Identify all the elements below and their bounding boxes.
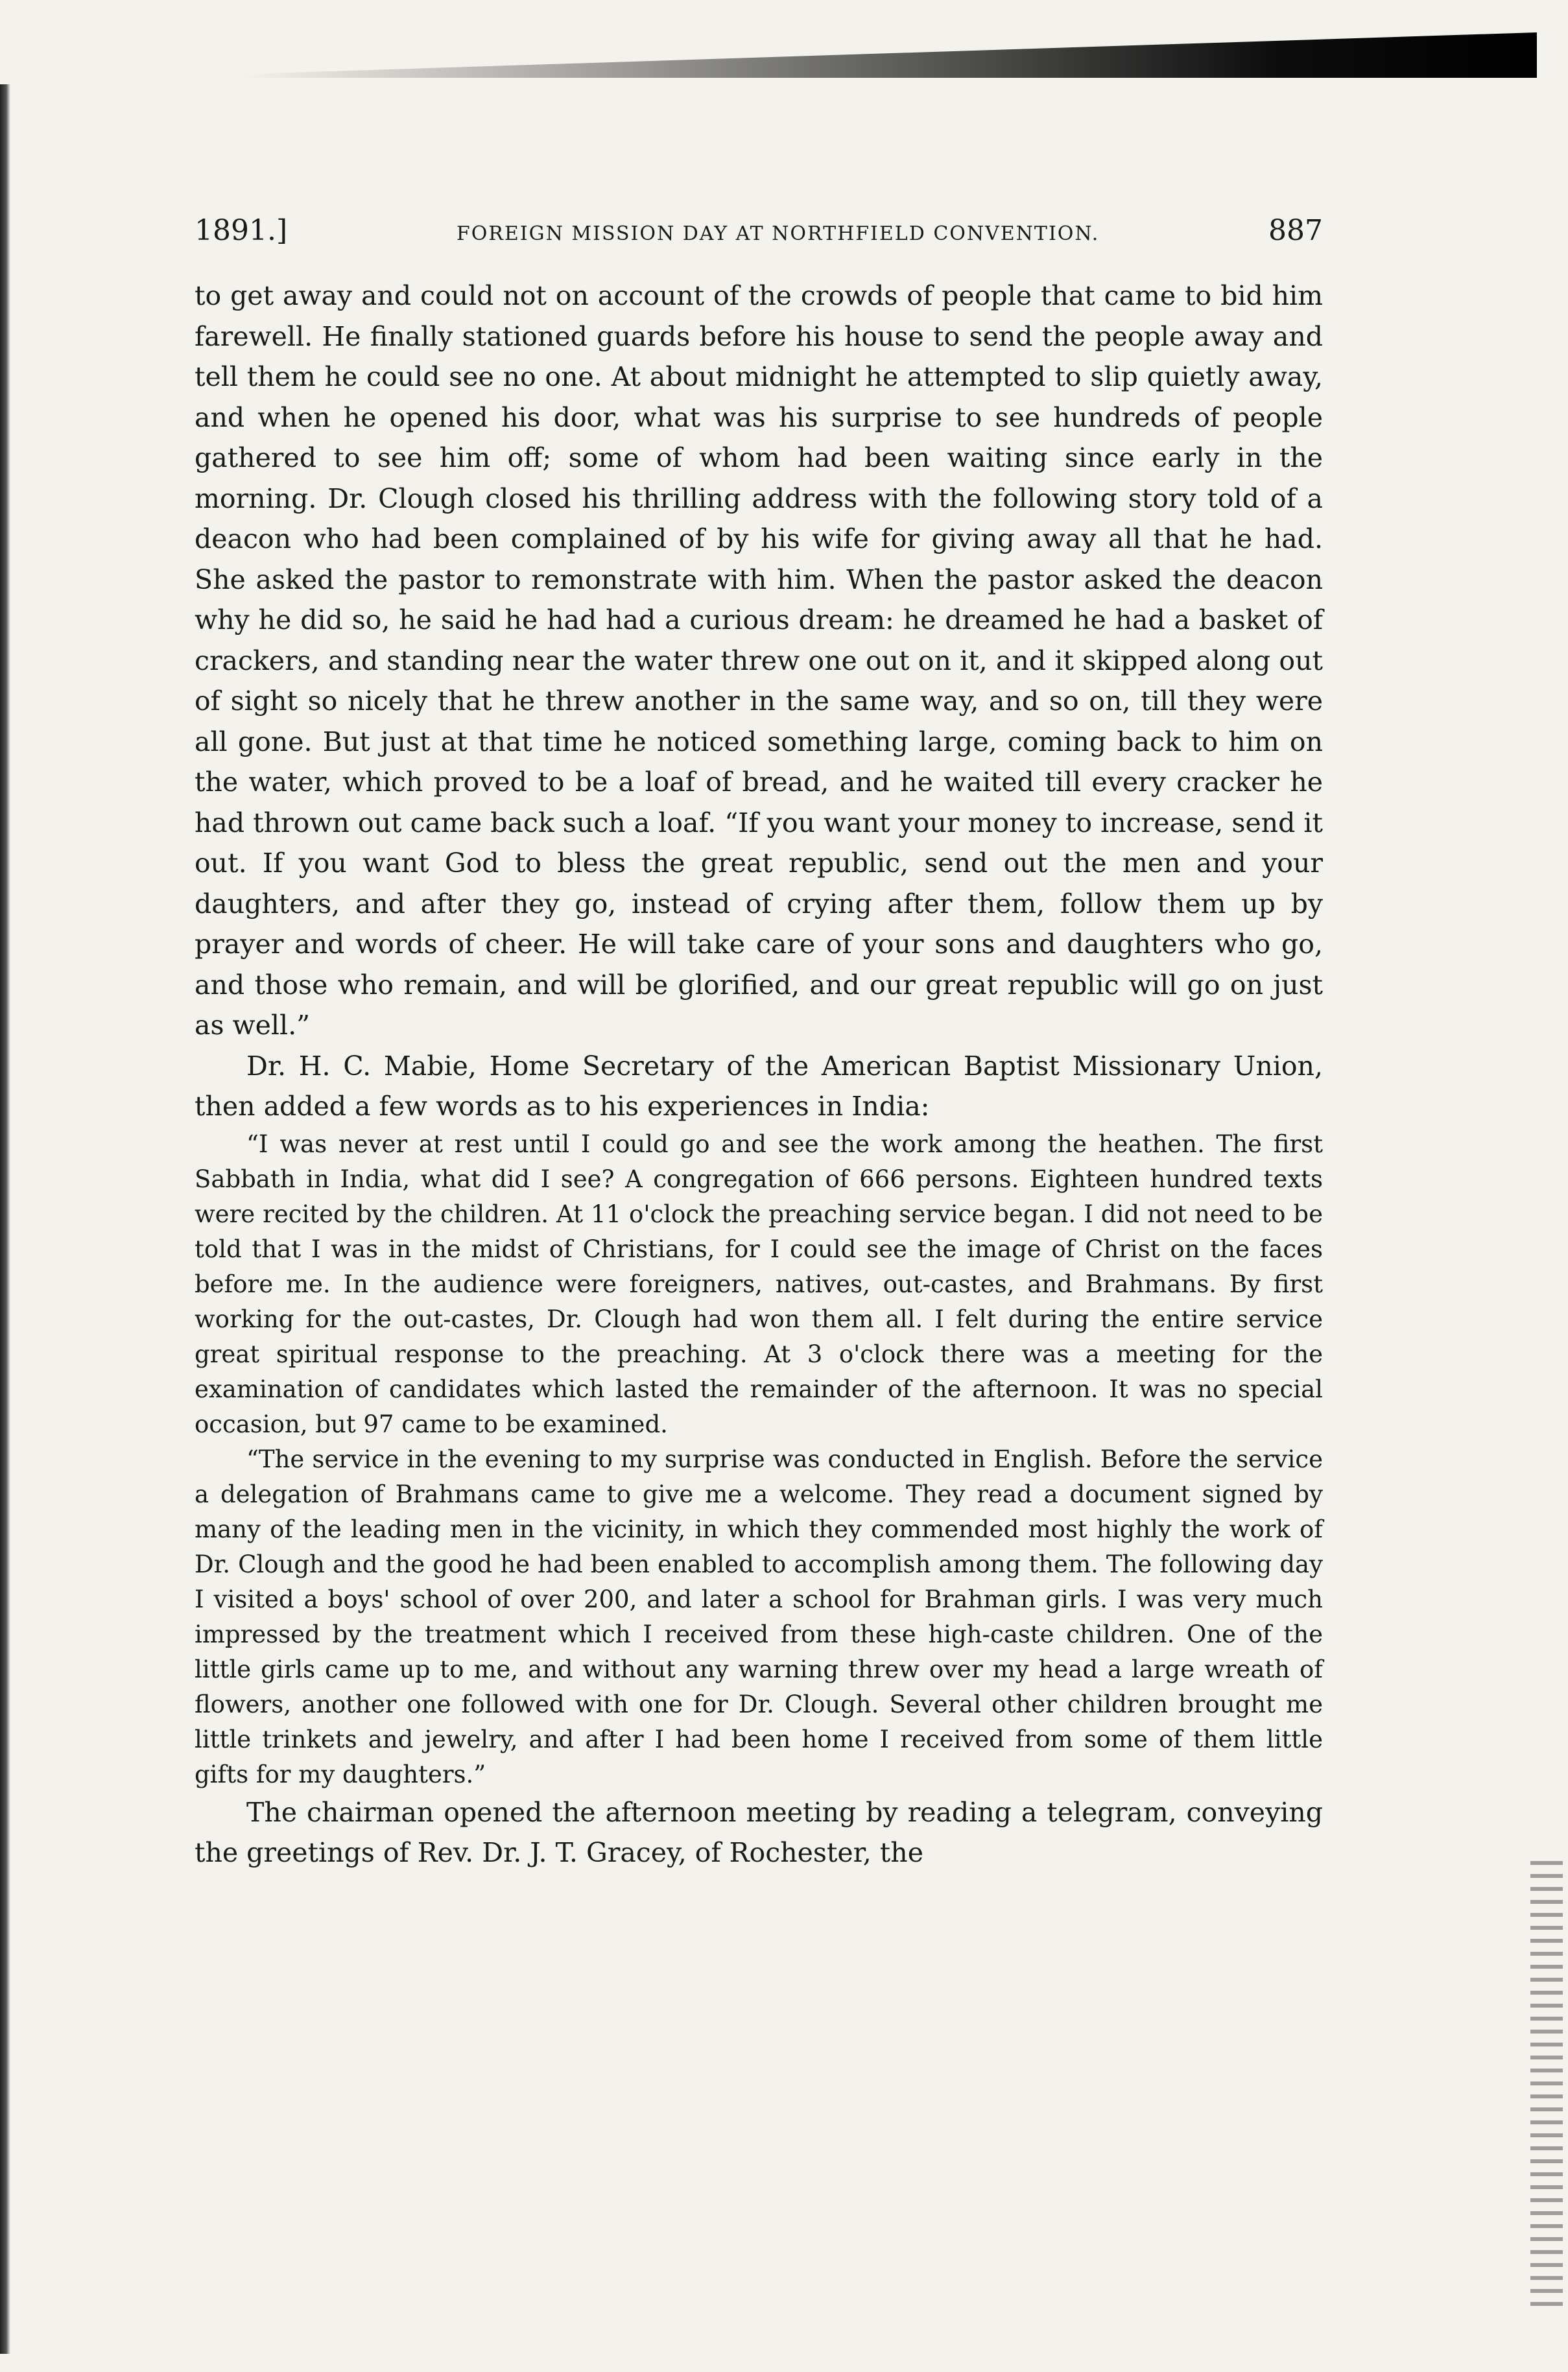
header-year: 1891.] xyxy=(195,214,288,247)
page-body xyxy=(195,276,1323,1873)
page-number: 887 xyxy=(1268,214,1323,247)
quote-paragraph-sabbath: “I was never at rest until I could go and see the work among the heathen. The first Sabbath in India, what did I see? A congregation of 666 persons. Eighteen hundred texts were recited by the children. At 11 o'clock the preaching service began. I did not need to be told that I was in the midst of Christians, for I could see the image of Christ on the faces before me. In the audience were foreigners, natives, out-castes, and Brahmans. By first working for the out-castes, Dr. Clough had won them all. I felt during the entire service great spiritual response to the preaching. At 3 o'clock there was a meeting for the examination of candidates which lasted the remainder of the afternoon. It was no special occasion, but 97 came to be examined. xyxy=(195,1130,1323,1438)
running-title: FOREIGN MISSION DAY AT NORTHFIELD CONVENTION. xyxy=(456,222,1100,245)
running-header xyxy=(195,214,1323,259)
paragraph-continuation: to get away and could not on account of the crowds of people that came to bid him farewell. He finally stationed guards before his house to send the people away and tell them he could see no one. At about midnight he attempted to slip quietly away, and when he opened his door, what was his surprise to see hundreds of people gathered to see him off; some of whom had been waiting since early in the morning. Dr. Clough closed his thrilling address with the following story told of a deacon who had been complained of by his wife for giving away all that he had. She asked the pastor to remonstrate with him. When the pastor asked the deacon why he did so, he said he had had a curious dream: he dreamed he had a basket of crackers, and standing near the water threw one out on it, and it skipped along out of sight so nicely that he threw another in the same way, and so on, till they were all gone. But just at that time he noticed something large, coming back to him on the water, which proved to be a loaf of bread, and he waited till every cracker he had thrown out came back such a loaf. “If you want your money to increase, send it out. If you want God to bless the great republic, send out the men and your daughters, and after they go, instead of crying after them, follow them up by prayer and words of cheer. He will take care of your sons and daughters who go, and those who remain, and will be glorified, and our great republic will go on just as well.” xyxy=(195,280,1323,1041)
scan-top-shadow xyxy=(240,32,1537,78)
paragraph-afternoon-meeting: The chairman opened the afternoon meeting by reading a telegram, conveying the greetings of Rev. Dr. J. T. Gracey, of Rochester, the xyxy=(195,1796,1323,1868)
scan-right-edge-noise xyxy=(1530,1861,1563,2315)
paragraph-mabie-intro: Dr. H. C. Mabie, Home Secretary of the American Baptist Missionary Union, then added a few words as to his experiences in India: xyxy=(195,1050,1323,1122)
scan-left-edge xyxy=(0,84,10,2354)
quote-paragraph-evening-service: “The service in the evening to my surprise was conducted in English. Before the service a delegation of Brahmans came to give me a welcome. They read a document signed by many of the leading men in the vicinity, in which they commended most highly the work of Dr. Clough and the good he had been enabled to accomplish among them. The following day I visited a boys' school of over 200, and later a school for Brahman girls. I was very much impressed by the treatment which I received from these high-caste children. One of the little girls came up to me, and without any warning threw over my head a large wreath of flowers, another one followed with one for Dr. Clough. Several other children brought me little trinkets and jewelry, and after I had been home I received from some of them little gifts for my daughters.” xyxy=(195,1445,1323,1788)
